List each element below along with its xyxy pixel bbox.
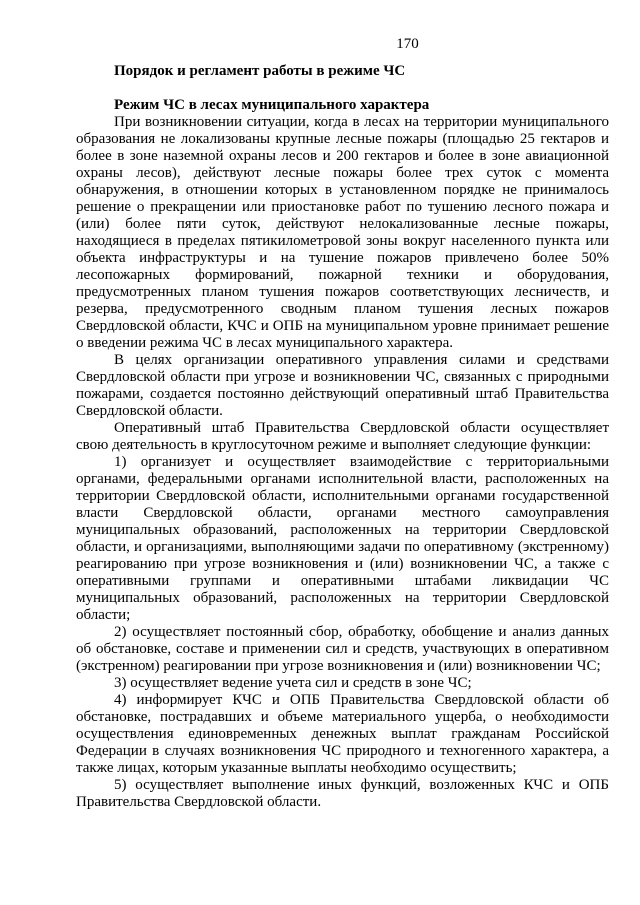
paragraph-intro: При возникновении ситуации, когда в лесах на территории муниципального образования не локализованы крупные лесные пожары (площадью 25 гектаров и более в зоне наземной охраны лесов и 200 гектаров и более в зоне авиационной охраны лесов), действуют лесные пожары более трех суток с момента обнаружения, в отношении которых в установленном порядке не принималось решение о прекращении или приостановке работ по тушению лесного пожара и (или) более пяти суток, действуют нелокализованные лесные пожары, находящиеся в пределах пятикилометровой зоны вокруг населенного пункта или объекта инфраструктуры и на тушение пожаров привлечено более 50% лесопожарных формирований, пожарной техники и оборудования, предусмотренных планом тушения пожаров соответствующих лесничеств, и резерва, предусмотренного сводным планом тушения лесных пожаров Свердловской области, КЧС и ОПБ на муниципальном уровне принимает решение о введении режима ЧС в лесах муниципального характера. — [76, 114, 609, 351]
paragraph-functions-intro: Оперативный штаб Правительства Свердловской области осуществляет свою деятельность в круглосуточном режиме и выполняет следующие функции: — [76, 420, 609, 453]
function-item-2: 2) осуществляет постоянный сбор, обработку, обобщение и анализ данных об обстановке, составе и применении сил и средств, участвующих в оперативном (экстренном) реагировании при угрозе возникновения и (или) возникновении ЧС; — [76, 624, 609, 674]
page-number: 170 — [396, 36, 419, 52]
function-item-5: 5) осуществляет выполнение иных функций, возложенных КЧС и ОПБ Правительства Свердловской области. — [76, 777, 609, 810]
paragraph-operational-staff: В целях организации оперативного управления силами и средствами Свердловской области при угрозе и возникновении ЧС, связанных с природными пожарами, создается постоянно действующий оперативный штаб Правительства Свердловской области. — [76, 352, 609, 419]
subsection-title: Режим ЧС в лесах муниципального характера — [114, 97, 430, 113]
function-item-3: 3) осуществляет ведение учета сил и средств в зоне ЧС; — [114, 675, 472, 691]
function-item-1: 1) организует и осуществляет взаимодействие с территориальными органами, федеральными органами исполнительной власти, расположенных на территории Свердловской области, исполнительными органами государственной власти Свердловской области, органами местного самоуправления муниципальных образований, расположенных на территории Свердловской области, и организациями, выполняющими задачи по оперативному (экстренному) реагированию при угрозе возникновения и (или) возникновении ЧС, а также с оперативными группами и оперативными штабами ликвидации ЧС муниципальных образований, расположенных на территории Свердловской области; — [76, 454, 609, 623]
section-title: Порядок и регламент работы в режиме ЧС — [114, 63, 406, 79]
function-item-4: 4) информирует КЧС и ОПБ Правительства Свердловской области об обстановке, пострадавших и объеме материального ущерба, о необходимости осуществления единовременных денежных выплат гражданам Российской Федерации в случаях возникновения ЧС природного и техногенного характера, а также лицах, которым указанные выплаты необходимо осуществить; — [76, 692, 609, 776]
